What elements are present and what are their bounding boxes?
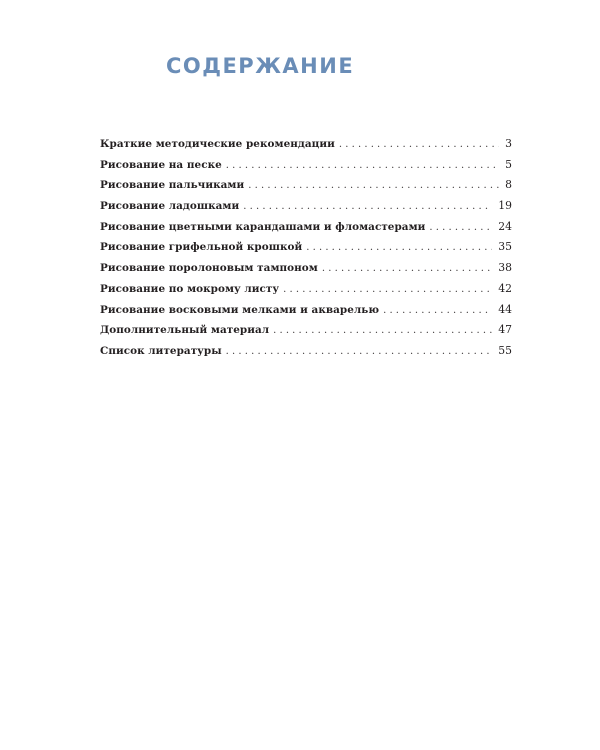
toc-dot-leader <box>283 280 492 301</box>
toc-dot-leader <box>273 321 492 342</box>
toc-entry-title: Рисование ладошками <box>100 200 240 213</box>
toc-entry-page: 38 <box>498 261 512 275</box>
toc-entry-title: Рисование поролоновым тампоном <box>100 262 318 275</box>
toc-entry-title: Рисование цветными карандашами и фломастерами <box>100 220 426 233</box>
toc-entry[interactable] <box>100 300 512 321</box>
toc-entry[interactable] <box>100 341 512 362</box>
toc-entry-page: 35 <box>498 240 512 254</box>
toc-entry-title: Список литературы <box>100 344 222 357</box>
toc-entry-title: Рисование пальчиками <box>100 179 245 192</box>
toc-entry-page: 44 <box>498 302 512 316</box>
toc-entry-page: 42 <box>498 281 512 295</box>
toc-entry-page: 3 <box>505 137 512 150</box>
toc-entry[interactable] <box>100 320 512 341</box>
toc-dot-leader <box>306 238 492 259</box>
toc-entry[interactable] <box>100 279 512 300</box>
toc-dot-leader <box>243 197 492 218</box>
toc-dot-leader <box>429 218 492 239</box>
toc-entry[interactable] <box>100 217 512 238</box>
toc-entry[interactable] <box>100 196 512 217</box>
toc-dot-leader <box>226 342 493 363</box>
toc-entry-title: Дополнительный материал <box>100 324 270 337</box>
toc-dot-leader <box>383 301 492 322</box>
toc-entry[interactable] <box>100 155 512 176</box>
toc-dot-leader <box>322 259 492 280</box>
toc-entry-page: 5 <box>505 157 512 171</box>
toc-entry-page: 19 <box>498 199 512 213</box>
toc-entry[interactable] <box>100 175 512 196</box>
toc-entry-page: 8 <box>505 178 512 192</box>
toc-entry-title: Рисование восковыми мелками и акварелью <box>100 303 380 316</box>
toc-entry[interactable] <box>100 237 512 258</box>
toc-entry[interactable] <box>100 258 512 279</box>
toc-entry-title: Рисование грифельной крошкой <box>100 241 303 254</box>
toc-dot-leader <box>248 176 499 197</box>
page-title: СОДЕРЖАНИЕ <box>166 54 355 79</box>
table-of-contents <box>100 134 512 362</box>
toc-entry-page: 55 <box>498 343 512 357</box>
toc-entry-page: 47 <box>498 323 512 337</box>
toc-entry-title: Рисование на песке <box>100 158 222 171</box>
toc-dot-leader <box>339 135 499 156</box>
toc-entry-title: Рисование по мокрому листу <box>100 282 280 295</box>
toc-entry-title: Краткие методические рекомендации <box>100 138 335 150</box>
toc-entry-page: 24 <box>498 219 512 233</box>
toc-dot-leader <box>226 156 499 177</box>
toc-entry[interactable] <box>100 134 512 155</box>
